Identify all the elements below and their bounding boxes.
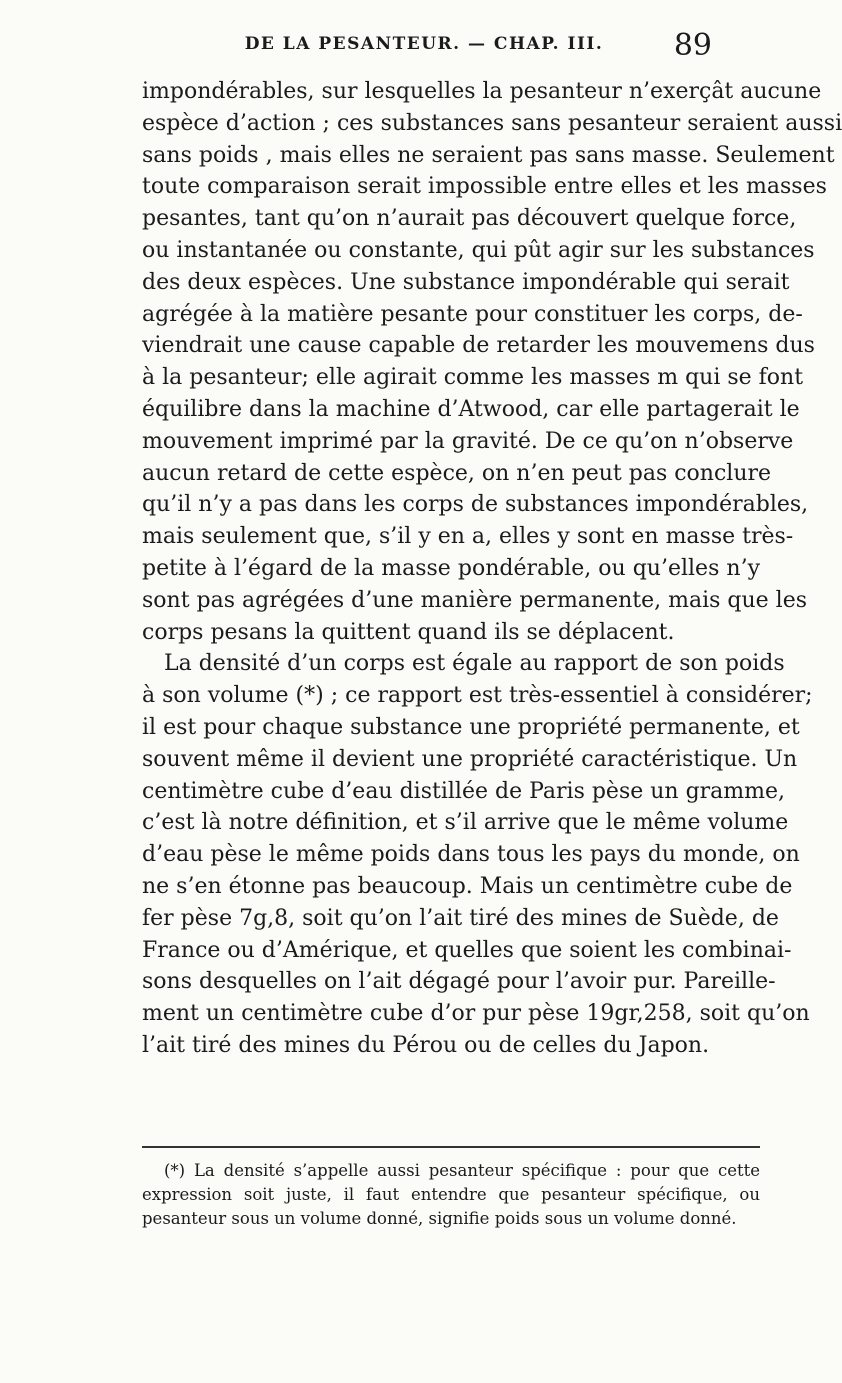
footnote-line: (*) La densité s’appelle aussi pesanteur spécifique : pour que cette <box>164 1161 760 1180</box>
footnote-separator <box>142 1146 760 1148</box>
footnote <box>142 1159 760 1231</box>
text-line: sont pas agrégées d’une manière permanente, mais que les <box>142 587 808 613</box>
text-line: mouvement imprimé par la gravité. De ce qu’on n’observe <box>142 428 794 454</box>
text-line: mais seulement que, s’il y en a, elles y sont en masse très- <box>142 524 794 550</box>
page-header <box>98 28 750 68</box>
text-line: à la pesanteur; elle agirait comme les masses m qui se font <box>142 365 804 391</box>
text-line: des deux espèces. Une substance impondérable qui serait <box>142 269 790 295</box>
text-line: viendrait une cause capable de retarder les mouvemens dus <box>142 333 815 359</box>
text-line: impondérables, sur lesquelles la pesanteur n’exerçât aucune <box>142 79 822 104</box>
text-line: toute comparaison serait impossible entre elles et les masses <box>142 174 827 200</box>
text-line: ne s’en étonne pas beaucoup. Mais un centimètre cube de <box>142 873 793 899</box>
footnote-line: pesanteur sous un volume donné, signifie poids sous un volume donné. <box>142 1209 737 1228</box>
text-line: sons desquelles on l’ait dégagé pour l’avoir pur. Pareille- <box>142 969 776 995</box>
text-line: corps pesans la quittent quand ils se déplacent. <box>142 619 675 645</box>
text-line: pesantes, tant qu’on n’aurait pas découvert quelque force, <box>142 206 797 232</box>
text-line: La densité d’un corps est égale au rapport de son poids <box>164 651 785 677</box>
text-line: fer pèse 7g,8, soit qu’on l’ait tiré des mines de Suède, de <box>142 905 779 931</box>
text-line: à son volume (*) ; ce rapport est très-essentiel à considérer; <box>142 683 813 709</box>
text-line: ment un centimètre cube d’or pur pèse 19gr,258, soit qu’on <box>142 1001 810 1027</box>
text-line: petite à l’égard de la masse pondérable, ou qu’elles n’y <box>142 555 760 581</box>
text-line: l’ait tiré des mines du Pérou ou de celles du Japon. <box>142 1032 710 1058</box>
text-line: agrégée à la matière pesante pour constituer les corps, de- <box>142 301 803 327</box>
text-line: c’est là notre définition, et s’il arrive que le même volume <box>142 810 789 836</box>
text-line: France ou d’Amérique, et quelles que soient les combinai- <box>142 937 792 963</box>
page-number: 89 <box>673 28 712 63</box>
text-line: il est pour chaque substance une propriété permanente, et <box>142 714 800 740</box>
main-text <box>142 76 842 1062</box>
text-line: ou instantanée ou constante, qui pût agir sur les substances <box>142 237 815 263</box>
text-line: équilibre dans la machine d’Atwood, car elle partagerait le <box>142 396 800 422</box>
text-line: sans poids , mais elles ne seraient pas sans masse. Seulement <box>142 142 835 168</box>
footnote-line: expression soit juste, il faut entendre que pesanteur spécifique, ou <box>142 1185 760 1204</box>
text-line: d’eau pèse le même poids dans tous les pays du monde, on <box>142 842 800 868</box>
text-line: espèce d’action ; ces substances sans pesanteur seraient aussi <box>142 110 842 136</box>
text-line: qu’il n’y a pas dans les corps de substances impondérables, <box>142 492 809 518</box>
text-line: centimètre cube d’eau distillée de Paris pèse un gramme, <box>142 778 786 804</box>
running-title: DE LA PESANTEUR. — CHAP. III. <box>244 34 604 54</box>
text-line: souvent même il devient une propriété caractéristique. Un <box>142 746 798 772</box>
text-line: aucun retard de cette espèce, on n’en peut pas conclure <box>142 460 772 486</box>
